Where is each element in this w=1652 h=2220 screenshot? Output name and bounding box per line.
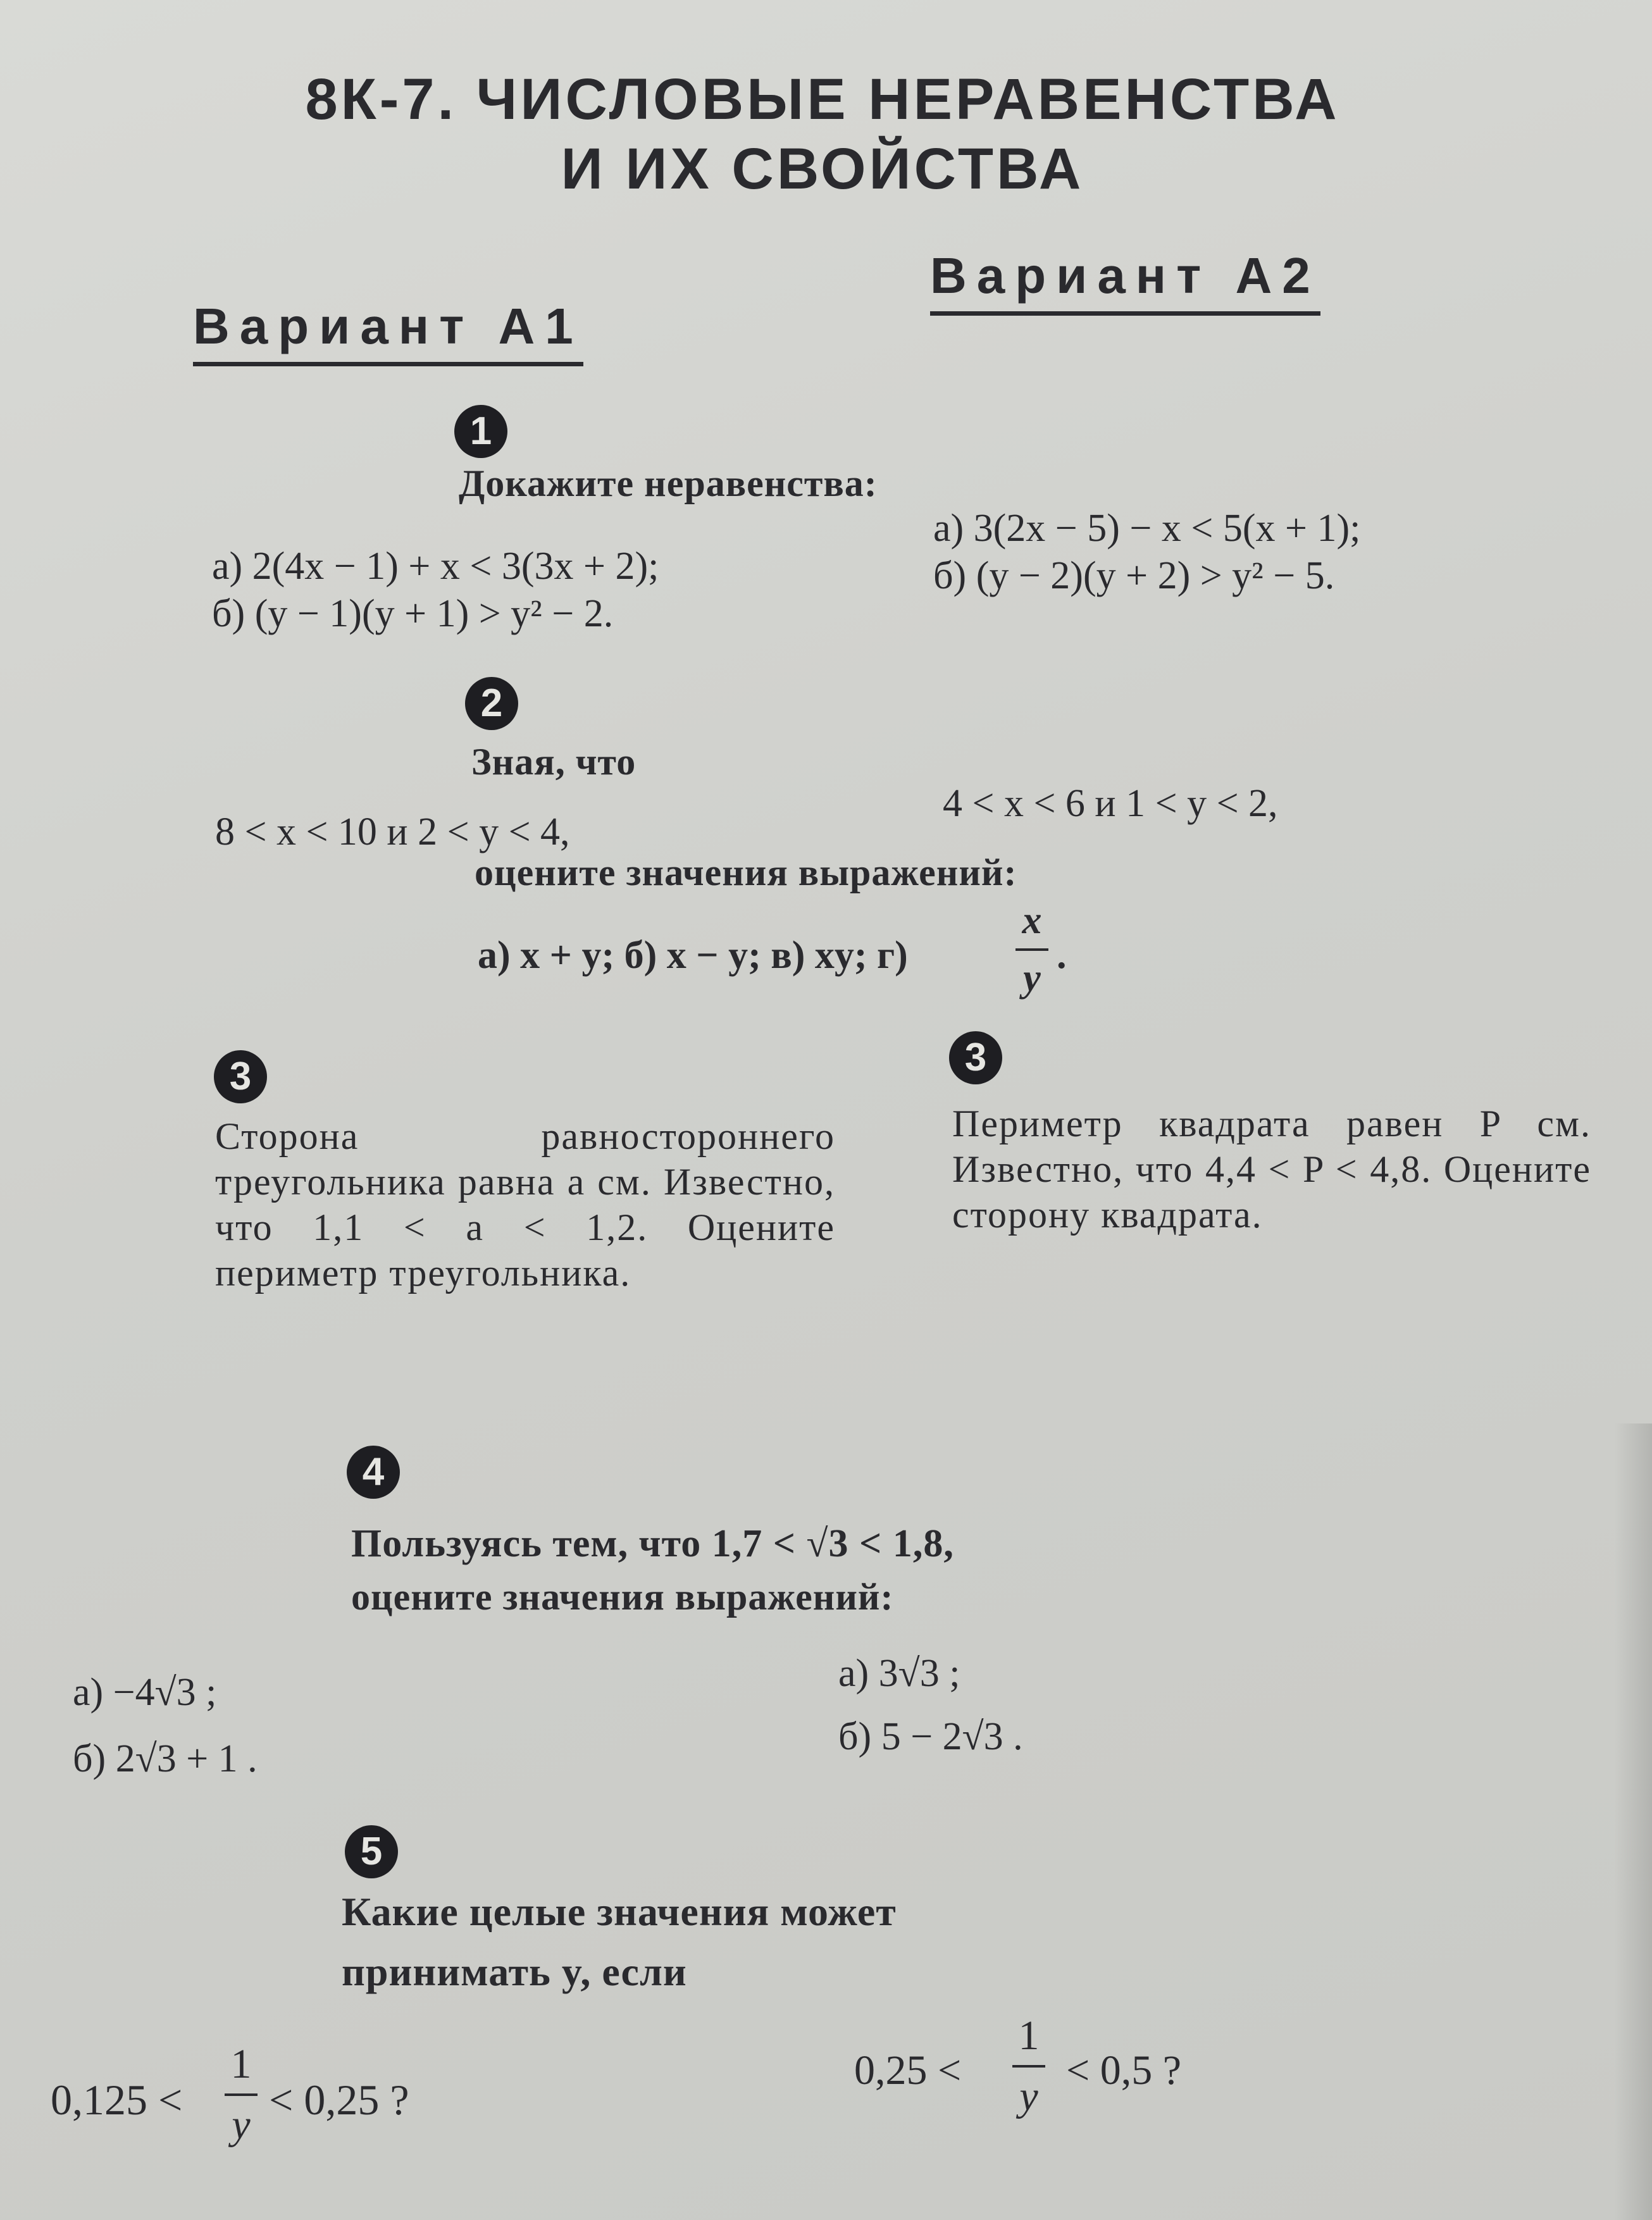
task4-a1-item-b: б) 2√3 + 1 . <box>73 1737 258 1780</box>
task2-number-badge: 2 <box>465 677 518 730</box>
task4-a2-item-a: а) 3√3 ; <box>838 1652 960 1695</box>
task4-line1: Пользуясь тем, что 1,7 < √3 < 1,8, <box>351 1522 954 1565</box>
task5-a1-right: < 0,25 ? <box>269 2076 409 2124</box>
task1-a1-item-a: а) 2(4x − 1) + x < 3(3x + 2); <box>212 545 659 588</box>
fraction-bar <box>1015 948 1048 951</box>
task5-a1-fraction-denominator: y <box>232 2102 251 2148</box>
task5-a1-fraction-numerator: 1 <box>230 2041 252 2087</box>
variant-a2-heading: Вариант А2 <box>930 247 1320 316</box>
task5-a2-left: 0,25 < <box>854 2047 962 2093</box>
task4-number-badge: 4 <box>347 1446 400 1499</box>
task2-fraction-denominator: y <box>1023 957 1041 1000</box>
task3-a2-number-badge: 3 <box>949 1031 1002 1084</box>
task2-a2-condition: 4 < x < 6 и 1 < y < 2, <box>943 782 1278 825</box>
task1-heading: Докажите неравенства: <box>459 462 878 504</box>
task2-estimate-label: оцените значения выражений: <box>475 852 1017 893</box>
task2-heading: Зная, что <box>471 741 637 783</box>
task5-a2-fraction-numerator: 1 <box>1018 2012 1040 2059</box>
task5-number-badge: 5 <box>345 1825 398 1878</box>
task2-tail: . <box>1057 934 1067 977</box>
task1-a2-item-a: а) 3(2x − 5) − x < 5(x + 1); <box>933 507 1361 550</box>
task3-a1-number-badge: 3 <box>214 1050 267 1103</box>
task5-line1: Какие целые значения может <box>342 1889 897 1934</box>
variant-a1-heading: Вариант А1 <box>193 297 583 366</box>
task5-a2-fraction-denominator: y <box>1019 2073 1038 2119</box>
task2-fraction-x-over-y <box>1015 898 1048 1001</box>
task5-line2: принимать y, если <box>342 1949 687 1994</box>
page-shadow <box>1614 1423 1652 2220</box>
task3-a2-text: Периметр квадрата равен P см. Известно, что 4,4 < P < 4,8. Оцените сторону квадрата. <box>952 1103 1591 1236</box>
task4-line2: оцените значения выражений: <box>351 1576 894 1618</box>
task1-number-badge: 1 <box>454 405 507 458</box>
task5-a2-fraction <box>1012 2012 1045 2121</box>
worksheet-title-line1: 8К-7. ЧИСЛОВЫЕ НЕРАВЕНСТВА <box>305 67 1340 132</box>
task2-a1-condition: 8 < x < 10 и 2 < y < 4, <box>215 810 570 853</box>
task3-a1-text: Сторона равностороннего треугольника равна a см. Известно, что 1,1 < a < 1,2. Оцените периметр треугольника. <box>215 1115 835 1294</box>
worksheet-title-line2: И ИХ СВОЙСТВА <box>561 137 1084 201</box>
fraction-bar <box>1012 2065 1045 2068</box>
task1-a2-item-b: б) (y − 2)(y + 2) > y² − 5. <box>933 554 1335 597</box>
fraction-bar <box>225 2093 258 2096</box>
task2-fraction-numerator: x <box>1022 899 1042 942</box>
task5-a1-fraction <box>225 2040 258 2149</box>
task5-a1-left: 0,125 < <box>51 2076 183 2124</box>
task1-a1-item-b: б) (y − 1)(y + 1) > y² − 2. <box>212 592 614 635</box>
task5-a2-right: < 0,5 ? <box>1066 2047 1182 2093</box>
task2-expressions: а) x + y; б) x − y; в) xy; г) <box>478 934 908 977</box>
task4-a1-item-a: а) −4√3 ; <box>73 1671 217 1714</box>
task4-a2-item-b: б) 5 − 2√3 . <box>838 1715 1023 1758</box>
